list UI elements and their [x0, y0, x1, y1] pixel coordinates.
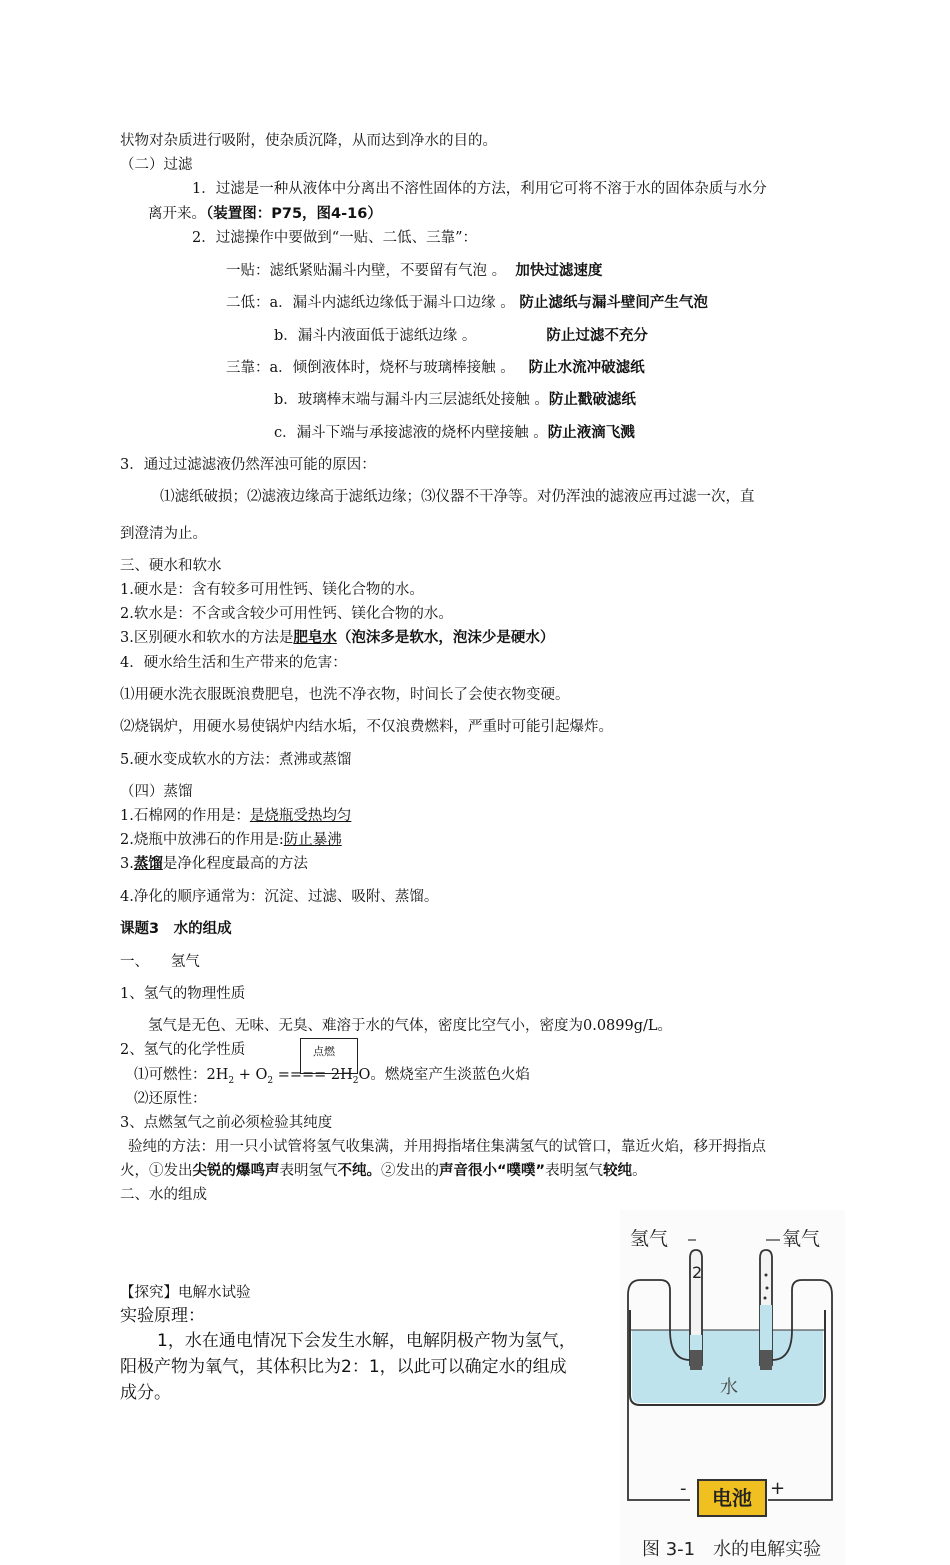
text-span: + O: [234, 1067, 268, 1083]
text-span: 3.区别硬水和软水的方法是: [120, 630, 294, 646]
text-line: 2．过滤操作中要做到“一贴、二低、三靠”：: [192, 230, 478, 246]
text-line: 到澄清为止。: [120, 526, 207, 542]
bold-span: 尖锐的爆鸣声: [192, 1163, 280, 1179]
bubble: [766, 1287, 769, 1290]
text-line: 1、氢气的物理性质: [120, 986, 246, 1002]
underline-span: 是烧瓶受热均匀: [249, 808, 352, 824]
text-line: 2.软水是：不含或含较少可用性钙、镁化合物的水。: [120, 606, 453, 622]
bold-span: 防止滤纸与漏斗壁间产生气泡: [519, 295, 708, 311]
subscript: 2: [228, 1075, 235, 1086]
text-line: 5.硬水变成软水的方法：煮沸或蒸馏: [120, 752, 352, 768]
water-label: 水: [720, 1377, 738, 1398]
text-span: 。: [632, 1163, 647, 1179]
text-line: 1，水在通电情况下会发生水解，电解阴极产物为氢气，: [157, 1331, 576, 1351]
text-line: 4．硬水给生活和生产带来的危害：: [120, 655, 347, 671]
text-line: ⑴滤纸破损；⑵滤液边缘高于滤纸边缘；⑶仪器不干净等。对仍浑浊的滤液应再过滤一次，直: [160, 489, 755, 505]
section-heading: 一、 氢气: [120, 954, 200, 970]
text-span: 表明氢气: [545, 1163, 604, 1179]
minus-sign: -: [680, 1478, 687, 1499]
equation-line: [134, 1066, 530, 1090]
text-line: 验纯的方法：用一只小试管将氢气收集满，并用拇指堵住集满氢气的试管口，靠近火焰，移开拇指点: [128, 1139, 766, 1155]
text-span: c．漏斗下端与承接滤液的烧杯内壁接触 。: [274, 425, 548, 441]
bold-span: 防止水流冲破滤纸: [528, 360, 645, 376]
text-span: 表明氢气: [279, 1163, 338, 1179]
text-line: 1.硬水是：含有较多可用性钙、镁化合物的水。: [120, 582, 424, 598]
text-span: 离开来。: [148, 206, 206, 222]
bubble: [764, 1297, 767, 1300]
text-span: ==== 2H: [273, 1067, 353, 1083]
text-line: 3、点燃氢气之前必须检验其纯度: [120, 1115, 333, 1131]
bold-span: 加快过滤速度: [515, 263, 603, 279]
text-line: 成分。: [120, 1383, 171, 1403]
text-span: 三靠：a．倾倒液体时，烧杯与玻璃棒接触 。: [226, 360, 515, 376]
text-span: O。燃烧室产生淡蓝色火焰: [358, 1067, 530, 1083]
text-line: 状物对杂质进行吸附，使杂质沉降，从而达到净水的目的。: [120, 133, 497, 149]
text-line: [120, 855, 308, 873]
text-line: [120, 629, 554, 647]
oxygen-label: 氧气: [782, 1228, 821, 1250]
bold-span: （泡沫多是软水，泡沫少是硬水）: [336, 630, 555, 646]
text-line: [226, 359, 645, 377]
text-line: 氢气是无色、无味、无臭、难溶于水的气体，密度比空气小，密度为0.0899g/L。: [148, 1018, 673, 1034]
text-span: 二低：a．漏斗内滤纸边缘低于漏斗口边缘 。: [226, 295, 515, 311]
subscript: 2: [267, 1075, 274, 1086]
bold-underline-span: 肥皂水: [293, 630, 337, 646]
text-span: 是净化程度最高的方法: [162, 856, 308, 872]
battery-label: 电池: [712, 1486, 752, 1510]
topic-heading: 课题3 水的组成: [120, 921, 232, 937]
text-line: 阳极产物为氧气，其体积比为2：1，以此可以确定水的组成: [120, 1357, 567, 1377]
text-line: [120, 1162, 647, 1180]
text-line: [120, 831, 342, 849]
anode: [760, 1350, 772, 1370]
text-line: [274, 424, 635, 442]
text-span: 2.烧瓶中放沸石的作用是:: [120, 832, 284, 848]
bubble: [765, 1274, 768, 1277]
underline-span: 防止暴沸: [283, 832, 342, 848]
text-span: b．玻璃棒末端与漏斗内三层滤纸处接触 。: [274, 392, 549, 408]
text-span: ②发出的: [381, 1163, 439, 1179]
cathode: [690, 1350, 702, 1370]
text-span: 火，①发出: [120, 1163, 193, 1179]
bold-span: （装置图：P75，图4-16）: [206, 206, 382, 222]
text-span: 1.石棉网的作用是：: [120, 808, 250, 824]
text-line: [226, 294, 708, 312]
text-line: [274, 327, 648, 345]
section-heading: 三、硬水和软水: [120, 558, 222, 574]
text-line: 4.净化的顺序通常为：沉淀、过滤、吸附、蒸馏。: [120, 889, 439, 905]
bold-span: 防止液滴飞溅: [547, 425, 635, 441]
text-line: 3．通过过滤滤液仍然浑浊可能的原因：: [120, 457, 376, 473]
condition-label: 点燃: [313, 1045, 335, 1058]
plus-sign: +: [770, 1478, 786, 1499]
section-heading: （四）蒸馏: [120, 784, 193, 800]
text-line: ⑵烧锅炉，用硬水易使锅炉内结水垢，不仅浪费燃料，严重时可能引起爆炸。: [120, 719, 613, 735]
text-line: 1．过滤是一种从液体中分离出不溶性固体的方法，利用它可将不溶于水的固体杂质与水分: [192, 181, 767, 197]
text-line: ⑴用硬水洗衣服既浪费肥皂，也洗不净衣物，时间长了会使衣物变硬。: [120, 687, 570, 703]
bold-span: 不纯。: [337, 1163, 381, 1179]
text-line: 2、氢气的化学性质: [120, 1042, 246, 1058]
bold-underline-span: 蒸馏: [133, 856, 163, 872]
bold-span: 声音很小“噗噗”: [439, 1163, 546, 1179]
bold-span: 防止过滤不充分: [546, 328, 648, 344]
text-line: 【探究】电解水试验: [120, 1285, 251, 1301]
text-span: 3.: [120, 856, 134, 872]
section-heading: （二）过滤: [120, 157, 193, 173]
text-line: ⑵还原性：: [134, 1091, 207, 1107]
hydrogen-label: 氢气: [630, 1228, 669, 1250]
text-span: ⑴可燃性：2H: [134, 1067, 229, 1083]
text-line: 实验原理：: [120, 1306, 205, 1326]
text-span: b．漏斗内液面低于滤纸边缘 。: [274, 328, 477, 344]
bold-span: 防止戳破滤纸: [548, 392, 636, 408]
text-line: [148, 205, 382, 223]
bold-span: 较纯: [603, 1163, 633, 1179]
section-heading: 二、水的组成: [120, 1187, 207, 1203]
text-line: [226, 262, 602, 280]
text-line: [120, 807, 351, 825]
text-span: 一贴：滤纸紧贴漏斗内壁，不要留有气泡 。: [226, 263, 507, 279]
text-line: [274, 391, 636, 409]
electrolysis-diagram: [620, 1210, 845, 1565]
figure-caption: 图 3-1 水的电解实验: [642, 1539, 822, 1560]
subscript: 2: [352, 1075, 359, 1086]
tube-mark: 2: [692, 1263, 703, 1282]
